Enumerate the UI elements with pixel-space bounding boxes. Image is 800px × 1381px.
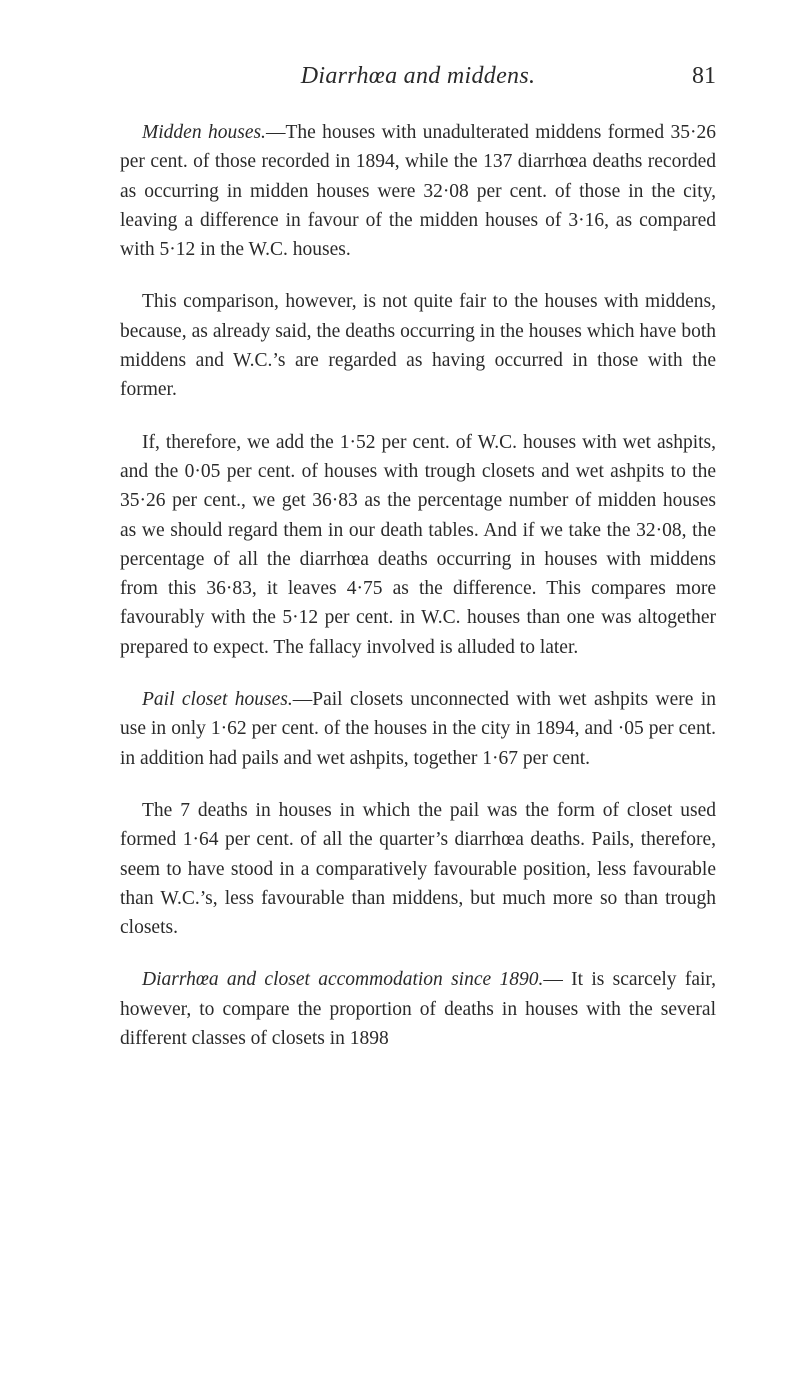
paragraph-text: — It is scarcely fair, however, to compare the proportion of deaths in houses with the several different classes of closets in 1898	[120, 969, 716, 1050]
paragraph-text: The 7 deaths in houses in which the pail was the form of closet used formed 1·64 per cent. of all the quarter’s diarrhœa deaths. Pails, therefore, seem to have stood in a comparatively favourable position, less favourable than W.C.’s, less favourable than middens, but much more so than trough closets.	[120, 799, 716, 939]
paragraph-lead: Diarrhœa and closet accommodation since 1890.	[142, 969, 544, 991]
paragraph-comparison	[120, 287, 716, 404]
paragraph-pail-closet-houses	[120, 685, 716, 773]
paragraph-lead: Midden houses.	[142, 122, 266, 143]
running-title: Diarrhœa and middens.	[300, 63, 536, 89]
page-number: 81	[692, 63, 716, 89]
paragraph-text: —Pail closets unconnected with wet ashpits were in use in only 1·62 per cent. of the houses in the city in 1894, and ·05 per cent. in addition had pails and wet ashpits, together 1·67 per cent.	[120, 689, 716, 769]
paragraph-closet-accommodation	[120, 965, 716, 1053]
paragraph-percentages	[120, 428, 716, 662]
paragraph-text: —The houses with unadulterated middens formed 35·26 per cent. of those recorded in 1894, while the 137 diarrhœa deaths recorded as occurring in midden houses were 32·08 per cent. of those in the city, leaving a difference in favour of the midden houses of 3·16, as compared with 5·12 in the W.C. houses.	[120, 122, 716, 261]
paragraph-midden-houses	[120, 118, 716, 264]
paragraph-text: If, therefore, we add the 1·52 per cent. of W.C. houses with wet ashpits, and the 0·05 per cent. of houses with trough closets and wet ashpits to the 35·26 per cent., we get 36·83 as the percentage number of midden houses as we should regard them in our death tables. And if we take the 32·08, the percentage of all the diarrhœa deaths occurring in houses with middens from this 36·83, it leaves 4·75 as the difference. This compares more favourably with the 5·12 per cent. in W.C. houses than one was altogether prepared to expect. The fallacy involved is alluded to later.	[120, 431, 716, 658]
paragraph-lead: Pail closet houses.	[142, 689, 293, 711]
running-head	[120, 60, 716, 92]
paragraph-text: This comparison, however, is not quite fair to the houses with middens, because, as already said, the deaths occurring in the houses which have both middens and W.C.’s are regarded as having occurred in those with the former.	[120, 291, 716, 401]
paragraph-pail-deaths	[120, 796, 716, 942]
body-text	[120, 118, 716, 1076]
